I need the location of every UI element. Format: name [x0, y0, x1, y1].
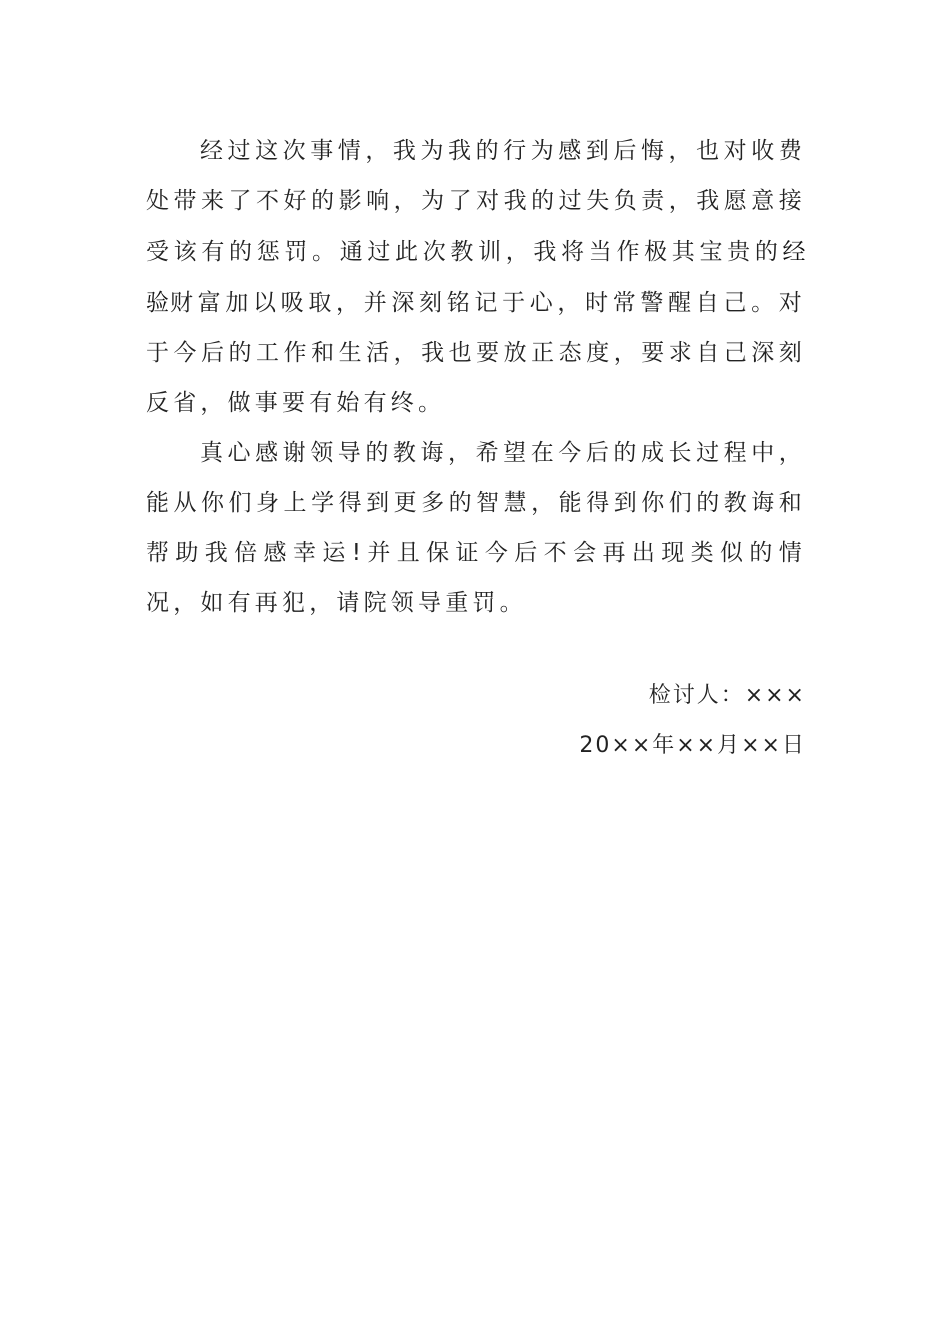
signature-date: 20××年××月××日 — [579, 733, 806, 758]
signature-block — [579, 671, 806, 771]
paragraph-1-highlighted-word: 经验 — [146, 238, 806, 315]
document-body — [146, 126, 806, 628]
signature-author: 检讨人：××× — [648, 683, 806, 708]
paragraph-1-text-before: 经过这次事情，我为我的行为感到后悔，也对收费处带来了不好的影响，为了对我的过失负责，我愿意接受该有的惩罚。通过此次教训，我将当作极其宝贵的 — [146, 138, 806, 265]
paragraph-1-text-after: 财富加以吸取，并深刻铭记于心，时常警醒自己。对于今后的工作和生活，我也要放正态度，要求自己深刻反省，做事要有始有终。 — [146, 290, 807, 416]
paragraph-2: 真心感谢领导的教诲，希望在今后的成长过程中，能从你们身上学得到更多的智慧，能得到你们的教诲和帮助我倍感幸运!并且保证今后不会再出现类似的情况，如有再犯，请院领导重罚。 — [146, 440, 806, 616]
paragraph-1 — [146, 126, 806, 428]
